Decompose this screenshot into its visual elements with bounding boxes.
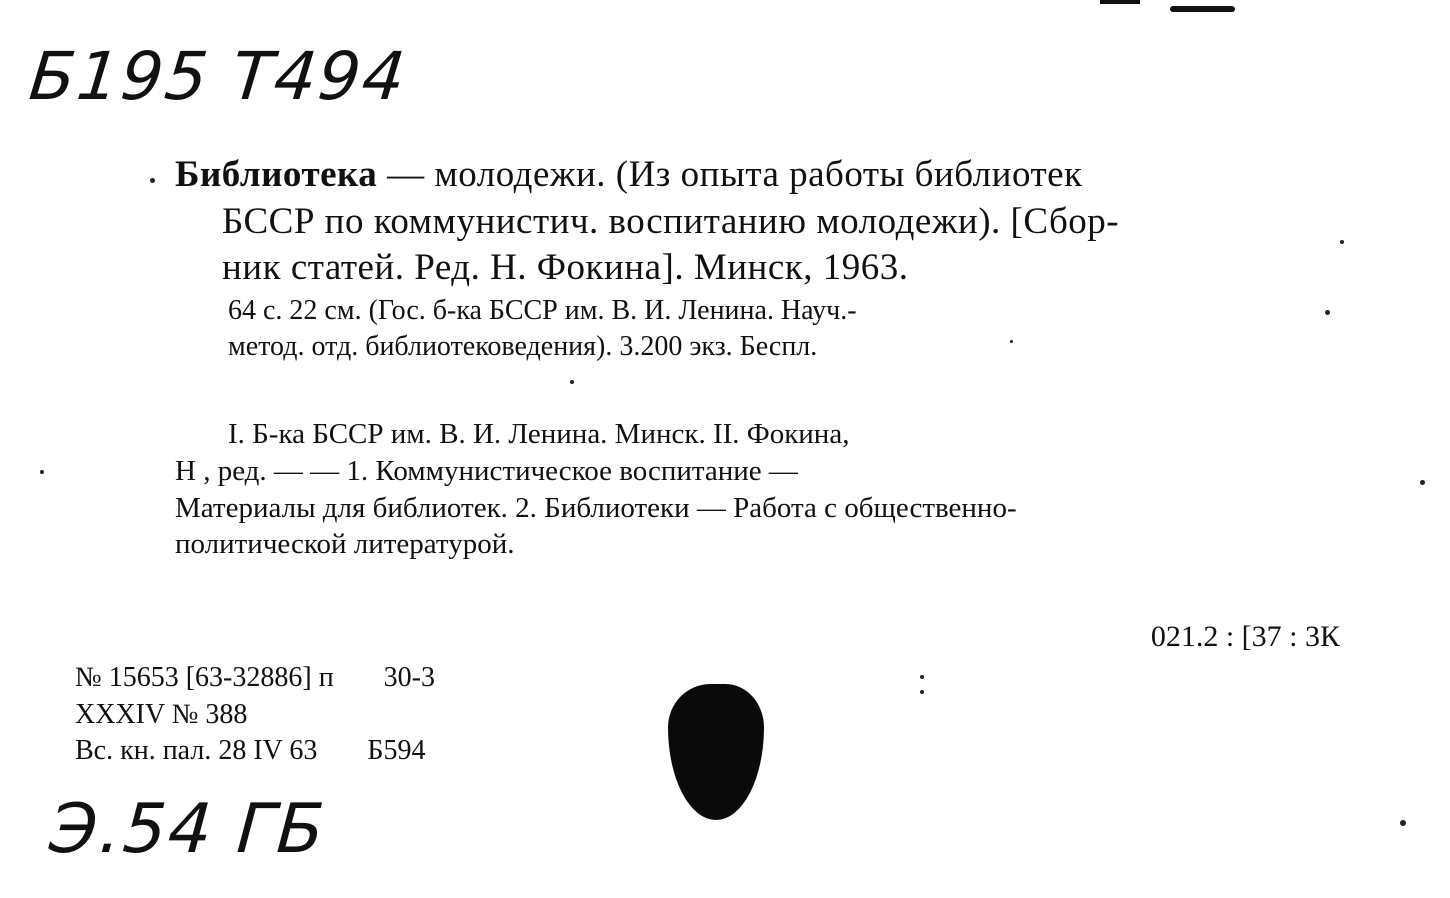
speck [570, 380, 574, 384]
registry-date: Вс. кн. пал. 28 IV 63 [75, 735, 318, 766]
registry-price-code: Б594 [367, 735, 426, 766]
speck [920, 690, 924, 694]
speck [1420, 480, 1425, 485]
speck [1400, 820, 1406, 826]
speck [920, 675, 924, 679]
tracing-line-1: I. Б-ка БССР им. В. И. Ленина. Минск. II. Фокина, [228, 418, 850, 450]
handwritten-shelf-code: Б195 Т494 [25, 38, 411, 115]
tracing-line-4: политической литературой. [175, 528, 515, 560]
registry-line-1 [75, 662, 435, 694]
collation-line-1: 64 с. 22 см. (Гос. б-ка БССР им. В. И. Ленина. Науч.- [228, 295, 857, 326]
tracing-line-3: Материалы для библиотек. 2. Библиотеки — Работа с общественно- [175, 492, 1017, 524]
edge-mark [1100, 0, 1140, 4]
registry-number: № 15653 [63-32886] п [75, 662, 334, 693]
main-entry-line-2: БССР по коммунистич. воспитанию молодежи). [Сбор- [222, 201, 1120, 242]
main-entry-line-3: ник статей. Ред. Н. Фокина]. Минск, 1963. [222, 247, 909, 288]
registry-code: 30-3 [383, 662, 435, 693]
main-entry-line-1 [175, 152, 1083, 198]
speck [1340, 240, 1344, 244]
edge-mark [1170, 6, 1235, 12]
speck [1010, 340, 1013, 343]
punch-hole [668, 684, 764, 820]
entry-title-rest: — молодежи. (Из опыта работы библиотек [377, 154, 1083, 195]
registry-line-2: XXXIV № 388 [75, 699, 248, 730]
speck [1325, 310, 1330, 315]
classification-number: 021.2 : [37 : 3К [1150, 620, 1340, 653]
entry-title: Библиотека [175, 154, 378, 195]
handwritten-inventory-code: Э.54 ГБ [47, 790, 329, 869]
speck [150, 178, 155, 183]
collation-line-2: метод. отд. библиотековедения). 3.200 экз. Беспл. [228, 331, 818, 362]
tracing-line-2: Н , ред. — — 1. Коммунистическое воспитание — [175, 455, 798, 487]
registry-line-3 [75, 735, 425, 767]
speck [40, 470, 44, 474]
